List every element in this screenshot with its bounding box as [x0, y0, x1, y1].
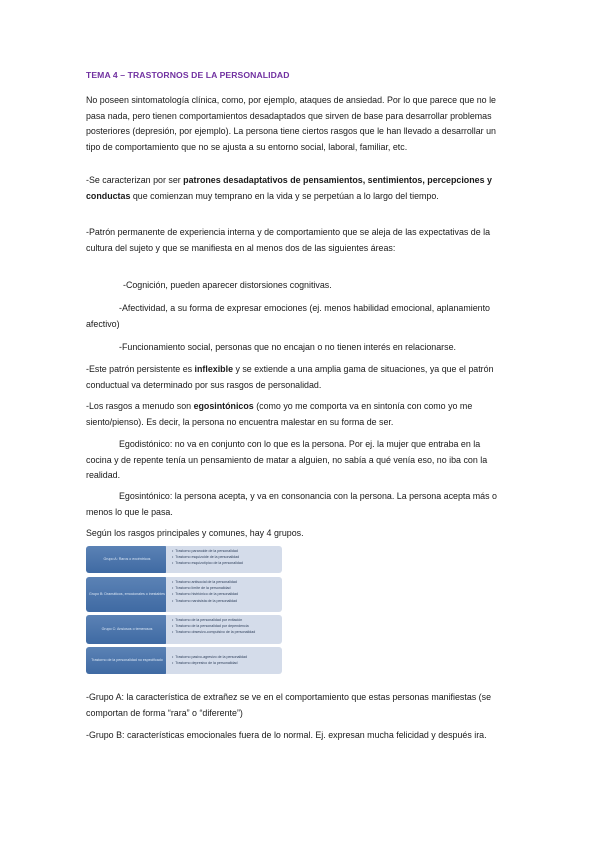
- list-item: • Trastorno depresivo de la personalidad: [172, 660, 282, 666]
- group-label: Trastorno de la personalidad no especificado: [86, 647, 168, 674]
- text-run: (como yo me comporta va en sintonía con como yo me siento/pienso). Es decir, la persona no encuentra malestar en su forma de ser.: [86, 401, 473, 427]
- text-run: -Se caracterizan por ser: [86, 175, 184, 185]
- egosyntonic-paragraph: [86, 399, 506, 430]
- bold-term: egosintónicos: [193, 401, 254, 411]
- list-item: • Trastorno de la personalidad por dependencia: [172, 623, 282, 629]
- text-run: que comienzan muy temprano en la vida y se perpetúan a lo largo del tiempo.: [130, 190, 439, 201]
- text-run: -Este patrón persistente es: [86, 364, 195, 374]
- pattern-paragraph: -Patrón permanente de experiencia interna y de comportamiento que se aleja de las expectativas de la cultura del sujeto y que se manifiesta en al menos dos de las siguientes áreas:: [86, 227, 491, 253]
- group-items: [166, 647, 282, 674]
- group-label: Grupo C: Ansiosos o temerosos: [86, 615, 168, 644]
- list-item: • Trastorno antisocial de la personalidad: [172, 579, 282, 585]
- intro-paragraph: No poseen sintomatología clínica, como, por ejemplo, ataques de ansiedad. Por lo que parece que no le pasa nada, pero tienen comportamientos desadaptados que sirven de base para desarrollar problemas posteriores (depresión, por ejemplo). La persona tiene ciertos rasgos que le han llevado a desarrollar un tipo de comportamiento que no se ajusta a su entorno social, laboral, familiar, etc.: [86, 95, 496, 153]
- group-a-description: -Grupo A: la característica de extrañez se ve en el comportamiento que estas personas manifiestas (se comportan de forma “rara” o “diferente”): [86, 692, 491, 718]
- group-items: [166, 615, 282, 644]
- list-item: • Trastorno esquizoide de la personalidad: [172, 554, 282, 560]
- area-social: -Funcionamiento social, personas que no encajan o no tienen interés en relacionarse.: [119, 342, 456, 352]
- table-row: [86, 545, 282, 574]
- page-title: TEMA 4 – TRASTORNOS DE LA PERSONALIDAD: [86, 70, 290, 80]
- bold-term: patrones desadaptativos de pensamientos, sentimientos, percepciones y conductas: [86, 175, 492, 201]
- list-item: • Trastorno paranoide de la personalidad: [172, 548, 282, 554]
- list-item: • Trastorno esquizotípico de la personalidad: [172, 560, 282, 566]
- list-item: • Trastorno pasivo-agresivo de la personalidad: [172, 654, 282, 660]
- group-label: Grupo B: Dramáticos, emocionales o inestables: [86, 577, 168, 612]
- area-cognition: -Cognición, pueden aparecer distorsiones cognitivas.: [123, 280, 332, 290]
- table-row: [86, 647, 282, 674]
- text-run: -Los rasgos a menudo son: [86, 401, 194, 411]
- text-run: y se extiende a una amplia gama de situaciones, ya que el patrón conductual va determinado por sus rasgos de personalidad.: [86, 364, 494, 390]
- list-item: • Trastorno límite de la personalidad: [172, 585, 282, 591]
- bold-term: inflexible: [194, 364, 233, 374]
- list-item: • Trastorno obsesivo-compulsivo de la personalidad: [172, 629, 282, 635]
- table-row: [86, 577, 282, 612]
- area-affectivity: -Afectividad, a su forma de expresar emociones (ej. menos habilidad emocional, aplanamiento afectivo): [86, 303, 490, 329]
- list-item: • Trastorno de la personalidad por evitación: [172, 617, 282, 623]
- egodystonic-definition: Egodistónico: no va en conjunto con lo que es la persona. Por ej. la mujer que entraba en la cocina y de repente tenía un pensamiento de matar a alguien, no sabía a qué venía eso, no iba con la realidad.: [86, 439, 488, 481]
- list-item: • Trastorno narcisista de la personalidad: [172, 598, 282, 604]
- egosyntonic-definition: Egosintónico: la persona acepta, y va en consonancia con la persona. La persona acepta más o menos lo que le pasa.: [86, 491, 497, 517]
- group-items: [166, 577, 282, 612]
- group-label: Grupo A: Raros o excéntricos: [86, 546, 168, 573]
- inflexible-paragraph: [86, 362, 506, 393]
- table-row: [86, 615, 282, 644]
- group-items: [166, 546, 282, 573]
- list-item: • Trastorno histriónico de la personalidad: [172, 591, 282, 597]
- personality-groups-table: [86, 545, 282, 675]
- group-b-description: -Grupo B: características emocionales fuera de lo normal. Ej. expresan mucha felicidad y después ira.: [86, 730, 487, 740]
- groups-intro: Según los rasgos principales y comunes, hay 4 grupos.: [86, 528, 304, 538]
- characteristics-paragraph: [86, 173, 506, 204]
